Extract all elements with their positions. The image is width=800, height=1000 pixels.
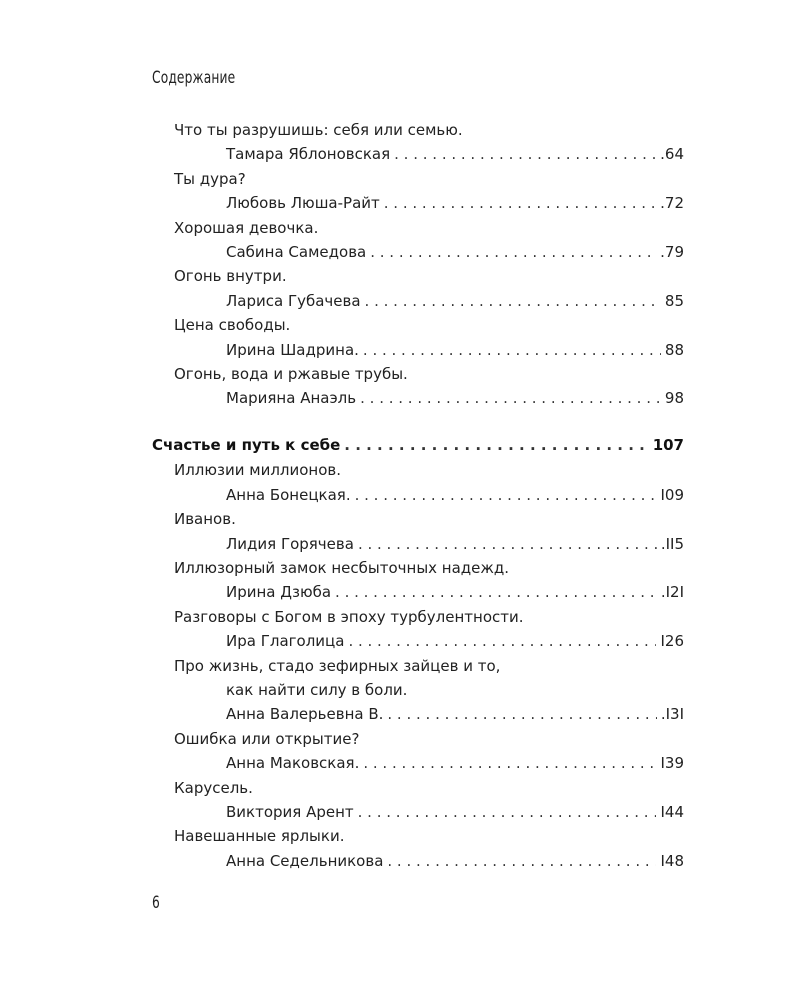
toc-entry-author: Любовь Люша-Райт [226, 194, 380, 213]
toc-entry-title[interactable]: Иванов. [174, 510, 236, 529]
toc-entry-author: Анна Валерьевна В. [226, 705, 384, 724]
toc-entry-title[interactable]: Огонь, вода и ржавые трубы. [174, 365, 408, 383]
toc-entry-title[interactable]: Ты дура? [174, 169, 246, 188]
toc-entry-title[interactable]: Карусель. [174, 778, 253, 797]
toc-entry-title[interactable]: Иллюзорный замок несбыточных надежд. [174, 558, 510, 577]
toc-entry-page: I09 [660, 485, 684, 504]
leader-dots [335, 581, 657, 603]
toc-entry-author: Марияна Анаэль [226, 389, 357, 408]
leader-dots [365, 290, 661, 312]
leader-dots [358, 533, 657, 555]
leader-dots [360, 387, 661, 409]
toc-entry-author-row[interactable] [226, 241, 684, 263]
leader-dots [394, 143, 656, 165]
leader-dots [344, 434, 648, 456]
toc-entry-page: .II5 [660, 534, 684, 553]
toc-entry-author-row[interactable] [226, 290, 684, 312]
leader-dots [370, 241, 656, 263]
toc-entry-author-row[interactable] [226, 581, 684, 603]
toc-entry-page: 98 [664, 389, 684, 408]
page-number: 6 [152, 893, 160, 913]
toc-entry-author-row[interactable] [226, 850, 684, 872]
toc-entry-author-row[interactable] [226, 533, 684, 555]
toc-entry-title[interactable]: Ошибка или открытие? [174, 729, 360, 748]
toc-entry-page: .I3I [660, 705, 684, 724]
toc-entry-author: Анна Маковская. [226, 754, 360, 773]
toc-entry-author: Ира Глаголица [226, 632, 345, 651]
toc-entry-author-row[interactable] [226, 339, 684, 361]
leader-dots [348, 630, 656, 652]
toc-entry-title[interactable]: Иллюзии миллионов. [174, 461, 342, 480]
leader-dots [387, 850, 656, 872]
toc-entry-author: Анна Бонецкая. [226, 485, 351, 504]
toc-entry-title[interactable]: Про жизнь, стадо зефирных зайцев и то, [174, 656, 501, 675]
toc-entry-title[interactable]: как найти силу в боли. [226, 680, 408, 699]
toc-entry-author: Тамара Яблоновская [226, 145, 391, 164]
toc-entry-page: I44 [660, 802, 684, 821]
toc-entry-title[interactable]: Навешанные ярлыки. [174, 827, 345, 846]
toc-entry-author-row[interactable] [226, 703, 684, 725]
toc-entry-page: .I2I [660, 583, 684, 602]
toc-section-title: Счастье и путь к себе [152, 435, 341, 454]
leader-dots [387, 703, 656, 725]
leader-dots [358, 801, 657, 823]
leader-dots [363, 752, 656, 774]
toc-section-page: 107 [652, 435, 684, 454]
toc-entry-author: Ирина Шадрина. [226, 340, 359, 359]
toc-entry-author-row[interactable] [226, 192, 684, 214]
toc-entry-author: Сабина Самедова [226, 243, 367, 261]
toc-entry-page: .64 [660, 145, 684, 164]
toc-entry-page: .79 [660, 243, 684, 261]
toc-entry-title[interactable]: Что ты разрушишь: себя или семью. [174, 121, 463, 139]
toc-entry-title[interactable]: Разговоры с Богом в эпоху турбулентности. [174, 607, 524, 626]
toc-entry-title[interactable]: Огонь внутри. [174, 267, 287, 286]
toc-entry-author-row[interactable] [226, 143, 684, 165]
toc-entry-page: I48 [660, 851, 684, 870]
toc-section-heading[interactable] [152, 434, 684, 456]
toc-entry-author: Лидия Горячева [226, 534, 354, 553]
leader-dots [384, 192, 656, 214]
toc-entry-author-row[interactable] [226, 630, 684, 652]
toc-entry-title[interactable]: Цена свободы. [174, 316, 291, 335]
leader-dots [363, 339, 661, 361]
toc-entry-author-row[interactable] [226, 484, 684, 506]
toc-entry-page: I26 [660, 632, 684, 651]
toc-entry-page: 88 [664, 340, 684, 359]
toc-entry-author-row[interactable] [226, 752, 684, 774]
toc-entry-page: I39 [660, 754, 684, 773]
toc-entry-author: Лариса Губачева [226, 291, 361, 310]
toc-entry-author: Анна Седельникова [226, 851, 384, 870]
toc-entry-author-row[interactable] [226, 387, 684, 409]
toc-entry-title[interactable]: Хорошая девочка. [174, 218, 319, 237]
toc-entry-author: Ирина Дзюба [226, 583, 332, 602]
running-head: Содержание [152, 68, 236, 88]
toc-entry-page: 85 [664, 291, 684, 310]
toc-entry-author: Виктория Арент [226, 802, 354, 821]
leader-dots [355, 484, 657, 506]
toc-entry-page: .72 [660, 194, 684, 213]
toc-entry-author-row[interactable] [226, 801, 684, 823]
